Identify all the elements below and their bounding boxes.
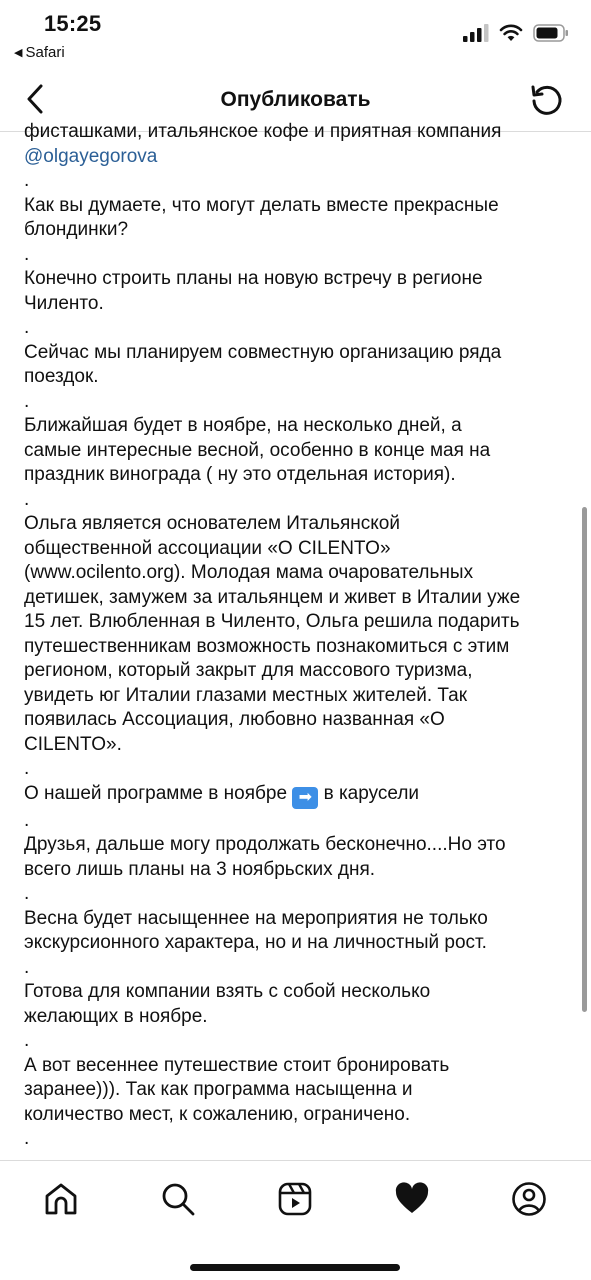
signal-icon [463,24,489,42]
caption-line: заранее))). Так как программа насыщенна и [24,1079,413,1100]
tab-search[interactable] [158,1179,198,1219]
caption-line: (www.ocilento.org). Молодая мама очаровательных [24,562,474,583]
home-indicator [190,1264,400,1271]
search-icon [160,1181,196,1217]
caption-line: всего лишь планы на 3 ноябрьских дня. [24,858,376,880]
caption-line: увидеть юг Италии глазами местных жителей. Так [24,684,468,706]
caption-line: . [24,243,30,265]
caption-line: экскурсионного характера, но и на личностный рост. [24,932,487,953]
caption-line: Друзья, дальше могу продолжать бесконечно....Но это [24,834,506,855]
caption-line: блондинки? [24,219,129,240]
caption-line: Готова для компании взять с собой несколько [24,981,431,1002]
back-to-app-link[interactable] [14,44,65,61]
caption-line: . [24,883,30,904]
tab-activity[interactable] [392,1179,432,1219]
mention-link[interactable]: @olgayegorova [24,145,158,167]
scrollbar[interactable] [582,507,587,1012]
tab-home[interactable] [41,1179,81,1219]
caption-line: . [24,956,30,978]
caption-line: Чиленто. [24,292,104,314]
caption-line: Ольга является основателем Итальянской [24,513,400,534]
caption-line: количество мест, к сожалению, ограничено. [24,1103,411,1125]
wifi-icon [499,24,523,42]
caption-line: . [24,1030,30,1051]
status-icons [463,24,569,42]
caption-line: Как вы думаете, что могут делать вместе прекрасные [24,194,499,216]
caption-scroll-area[interactable] [0,121,591,1160]
caption-line: . [24,317,30,338]
caption-line: Сейчас мы планируем совместную организацию ряда [24,341,502,363]
caption-line [24,782,554,809]
caption-line: общественной ассоциации «О CILENTO» [24,537,391,559]
caption-line: . [24,390,30,412]
bottom-tab-bar [0,1160,591,1280]
status-bar [0,0,591,70]
caption-line: . [24,488,30,510]
caption-line: Ближайшая будет в ноябре, на несколько дней, а [24,415,462,436]
arrow-right-icon: ➡ [292,787,318,809]
caption-line: праздник винограда ( ну это отдельная история). [24,464,456,485]
caption-line: фисташками, итальянское кофе и приятная компания [24,121,502,142]
caption-line: путешественникам возможность познакомиться с этим [24,635,510,657]
refresh-icon [529,83,565,119]
caption-line: . [24,1128,30,1149]
caption-line: Конечно строить планы на новую встречу в регионе [24,268,483,289]
caption-line: детишек, замужем за итальянцем и живет в Италии уже [24,586,521,608]
caption-line: появилась Ассоциация, любовно названная «О [24,709,445,730]
caption-line: поездок. [24,366,99,387]
tab-profile[interactable] [509,1179,549,1219]
caption-line [24,145,554,170]
heart-icon [394,1181,430,1217]
home-icon [43,1181,79,1217]
caption-line: CILENTO». [24,733,122,755]
program-text-after: в карусели [318,782,420,804]
caption-line: регионом, который закрыт для массового туризма, [24,660,473,681]
page-title: Опубликовать [220,88,371,111]
caption-line: . [24,170,30,191]
caption-line: . [24,809,30,831]
program-text-before: О нашей программе в ноябре [24,782,293,804]
back-triangle-icon: ◀ [14,47,23,59]
back-app-label: Safari [25,44,65,61]
status-time: 15:25 [44,11,102,36]
tab-reels[interactable] [275,1179,315,1219]
caption-line: . [24,758,30,779]
caption-line: желающих в ноябре. [24,1005,208,1027]
reels-icon [277,1181,313,1217]
profile-icon [511,1181,547,1217]
refresh-button[interactable] [527,81,567,121]
caption-line: 15 лет. Влюбленная в Чиленто, Ольга решила подарить [24,611,520,632]
post-caption [24,120,554,1152]
caption-line: самые интересные весной, особенно в конце мая на [24,439,491,461]
caption-line: Весна будет насыщеннее на мероприятия не только [24,907,488,929]
caption-line: А вот весеннее путешествие стоит бронировать [24,1054,450,1076]
battery-icon [533,24,569,42]
